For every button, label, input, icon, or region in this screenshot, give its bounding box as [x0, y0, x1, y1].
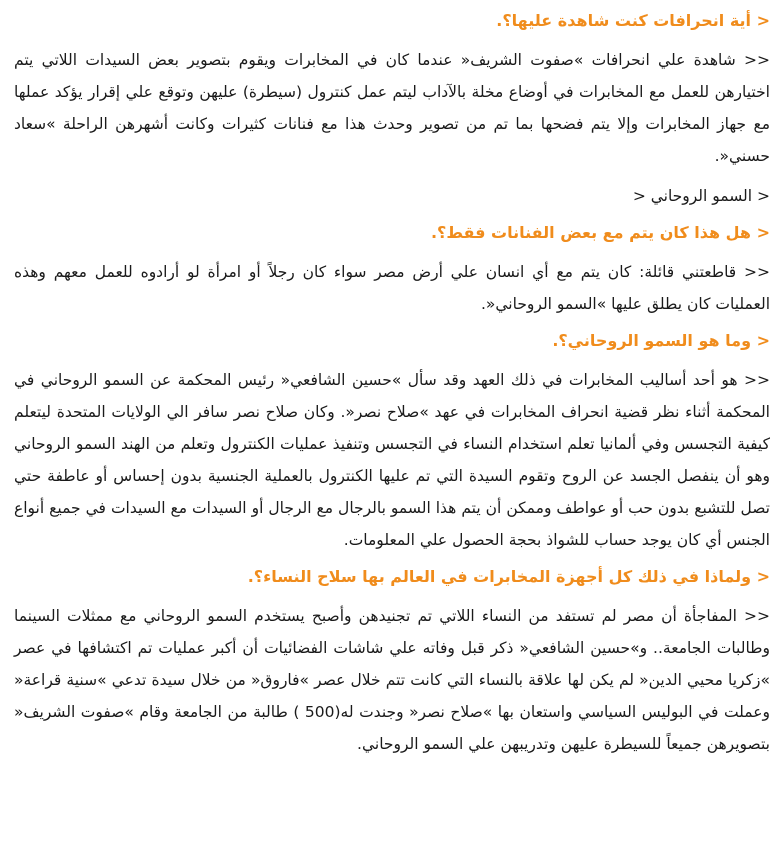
section-subheading: < السمو الروحاني < [632, 187, 770, 205]
interview-question: < أية انحرافات كنت شاهدة عليها؟. [496, 11, 770, 30]
interview-question: < وما هو السمو الروحاني؟. [552, 331, 770, 350]
interview-answer: << شاهدة علي انحرافات »صفوت الشريف« عندما كان في المخابرات ويقوم بتصوير بعض السيدات اللاتي يتم اختيارهن للعمل مع المخابرات في أوضاع مخلة بالآداب ليتم عمل كنترول (سيطرة) عليهن وتوقع علي إقرار يؤكد عملها مع جهاز المخابرات وإلا يتم فضحها بما تم من تصوير وحدث هذا مع فنانات كثيرات وكانت أشهرهن الراحلة »سعاد حسني«. [14, 51, 770, 165]
interview-question: < ولماذا في ذلك كل أجهزة المخابرات في العالم بها سلاح النساء؟. [247, 567, 770, 586]
interview-answer: << هو أحد أساليب المخابرات في ذلك العهد وقد سأل »حسين الشافعي« رئيس المحكمة عن السمو الروحاني في المحكمة أثناء نظر قضية انحراف المخابرات في عهد »صلاح نصر«. وكان صلاح نصر سافر الي الولايات المتحدة ليتعلم كيفية التجسس وفي ألمانيا تعلم استخدام النساء في التجسس وتنفيذ عمليات الكنترول وتعلم من الهند السمو الروحاني وهو أن ينفصل الجسد عن الروح وتقوم السيدة التي تم عليها الكنترول بالعملية الجنسية بدون إحساس أو عاطفة حتي تصل للتشبع بدون حب أو عواطف وممكن أن يتم هذا السمو بالرجال مع الرجال أو السيدات مع السيدات في جميع أنواع الجنس أي كان يوجد حساب للشواذ بحجة الحصول علي المعلومات. [14, 371, 770, 549]
interview-question: < هل هذا كان يتم مع بعض الفنانات فقط؟. [430, 223, 770, 242]
interview-answer: << قاطعتني قائلة: كان يتم مع أي انسان علي أرض مصر سواء كان رجلاً أو امرأة لو أرادوه للعمل معهم وهذه العمليات كان يطلق عليها »السمو الروحاني«. [14, 263, 770, 313]
interview-answer: << المفاجأة أن مصر لم تستفد من النساء اللاتي تم تجنيدهن وأصبح يستخدم السمو الروحاني مع ممثلات السينما وطالبات الجامعة.. و»حسين الشافعي« ذكر قبل وفاته علي شاشات الفضائيات أن أكبر عمليات تم اكتشافها في عصر »زكريا محيي الدين« لم يكن لها علاقة بالنساء التي كانت تتم خلال عصر »فاروق« من خلال سيدة تدعي »سنية قراعة« وعملت في البوليس السياسي واستعان بها »صلاح نصر« وجندت له(500 ) طالبة من الجامعة وقام »صفوت الشريف« بتصويرهن جميعاً للسيطرة عليهن وتدريبهن علي السمو الروحاني. [14, 607, 770, 753]
